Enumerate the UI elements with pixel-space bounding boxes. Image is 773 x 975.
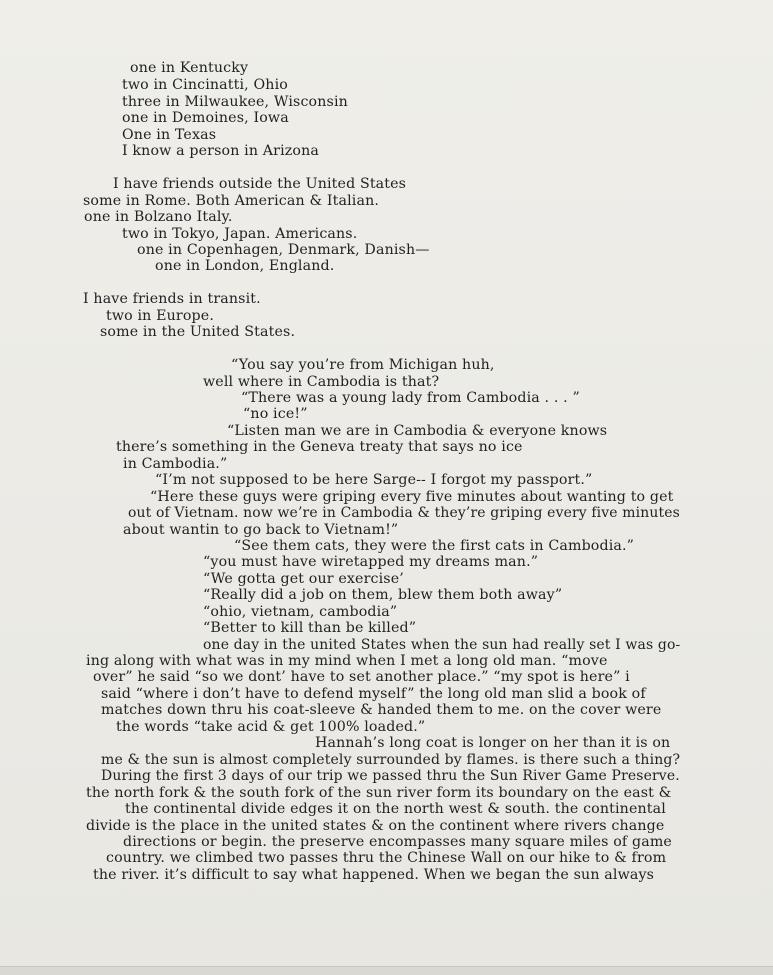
text-line: one in Demoines, Iowa: [122, 110, 289, 126]
text-line: one in Kentucky: [130, 60, 249, 76]
text-line: “There was a young lady from Cambodia . . . ”: [241, 390, 580, 406]
text-line: “Here these guys were griping every five minutes about wanting to get: [150, 489, 674, 505]
text-line: matches down thru his coat-sleeve & handed them to me. on the cover were: [101, 702, 662, 718]
text-line: one in Copenhagen, Denmark, Danish—: [137, 242, 430, 258]
text-line: “Better to kill than be killed”: [203, 620, 417, 636]
text-line: “See them cats, they were the first cats in Cambodia.”: [234, 538, 635, 554]
text-line: two in Cincinatti, Ohio: [122, 77, 288, 93]
text-line: “We gotta get our exercise’: [203, 571, 404, 587]
text-line: the continental divide edges it on the north west & south. the continental: [125, 801, 666, 817]
text-line: directions or begin. the preserve encompasses many square miles of game: [123, 834, 672, 850]
text-line: well where in Cambodia is that?: [203, 374, 440, 390]
text-line: in Cambodia.”: [123, 456, 228, 472]
text-line: some in the United States.: [100, 324, 296, 340]
text-line: “ohio, vietnam, cambodia”: [203, 604, 398, 620]
text-line: one in London, England.: [155, 258, 335, 274]
text-line: I know a person in Arizona: [122, 143, 320, 159]
text-line: Hannah’s long coat is longer on her than it is on: [315, 735, 671, 751]
text-line: said “where i don’t have to defend myself” the long old man slid a book of: [101, 686, 646, 702]
text-line: divide is the place in the united states & on the continent where rivers change: [86, 818, 665, 834]
text-line: two in Tokyo, Japan. Americans.: [122, 226, 358, 242]
text-line: the north fork & the south fork of the sun river form its boundary on the east &: [86, 785, 672, 801]
text-line: ing along with what was in my mind when I met a long old man. “move: [86, 653, 608, 669]
text-line: two in Europe.: [106, 308, 214, 324]
text-line: three in Milwaukee, Wisconsin: [122, 94, 348, 110]
text-line: “no ice!”: [243, 406, 308, 422]
text-line: “you must have wiretapped my dreams man.”: [203, 554, 539, 570]
text-line: the words “take acid & get 100% loaded.”: [116, 719, 426, 735]
text-line: “Really did a job on them, blew them both away”: [203, 587, 563, 603]
text-line: one in Bolzano Italy.: [84, 209, 233, 225]
text-line: I have friends outside the United States: [113, 176, 407, 192]
text-line: about wantin to go back to Vietnam!”: [123, 522, 399, 538]
text-line: “I’m not supposed to be here Sarge-- I forgot my passport.”: [155, 472, 593, 488]
text-line: one day in the united States when the sun had really set I was go-: [203, 637, 681, 653]
text-line: out of Vietnam. now we’re in Cambodia & they’re griping every five minutes: [128, 505, 680, 521]
text-line: “You say you’re from Michigan huh,: [231, 357, 495, 373]
text-line: During the first 3 days of our trip we passed thru the Sun River Game Preserve.: [101, 768, 680, 784]
text-line: the river. it’s difficult to say what happened. When we began the sun always: [93, 867, 655, 883]
text-line: some in Rome. Both American & Italian.: [83, 193, 380, 209]
text-line: over” he said “so we dont’ have to set another place.” “my spot is here” i: [93, 669, 630, 685]
text-line: there’s something in the Geneva treaty that says no ice: [116, 439, 523, 455]
text-line: me & the sun is almost completely surrounded by flames. is there such a thing?: [101, 752, 681, 768]
text-line: One in Texas: [122, 127, 217, 143]
text-line: country. we climbed two passes thru the Chinese Wall on our hike to & from: [106, 850, 667, 866]
text-line: “Listen man we are in Cambodia & everyone knows: [227, 423, 608, 439]
text-line: I have friends in transit.: [83, 291, 261, 307]
